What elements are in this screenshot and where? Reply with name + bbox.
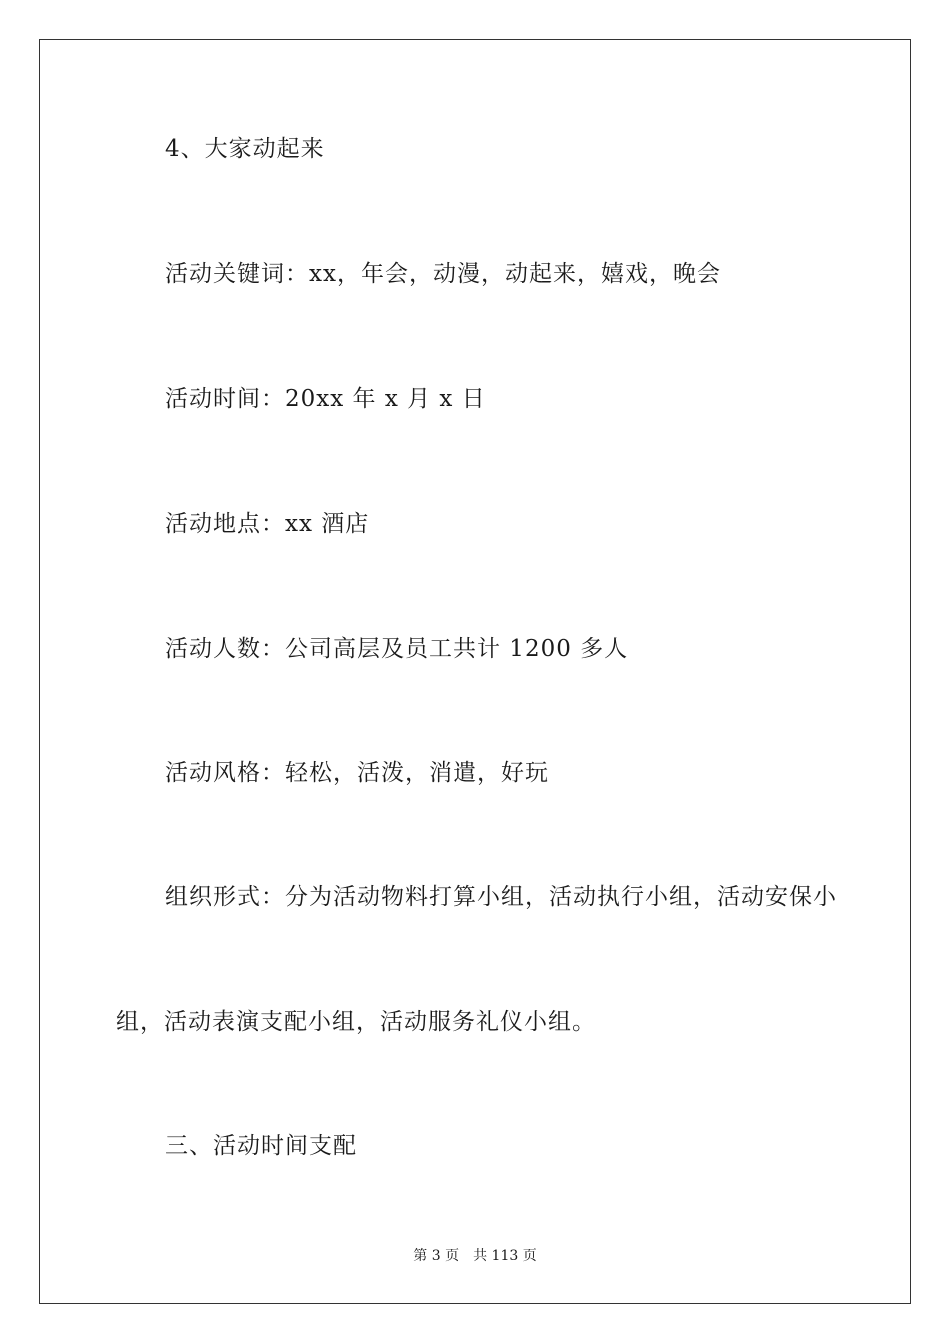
location-line: 活动地点：xx 酒店 xyxy=(165,511,370,537)
organization-line-1: 组织形式：分为活动物料打算小组，活动执行小组，活动安保小 xyxy=(165,884,837,910)
organization-line-2: 组，活动表演支配小组，活动服务礼仪小组。 xyxy=(116,1009,596,1035)
style-line: 活动风格：轻松，活泼，消遣，好玩 xyxy=(165,760,549,786)
section-heading-3: 三、活动时间支配 xyxy=(165,1133,357,1159)
keywords-line: 活动关键词：xx，年会，动漫，动起来，嬉戏，晚会 xyxy=(165,261,721,287)
attendees-line: 活动人数：公司高层及员工共计 1200 多人 xyxy=(165,636,629,662)
section-heading-4: 4、大家动起来 xyxy=(165,136,325,162)
page-number-footer: 第 3 页 共 113 页 xyxy=(413,1248,537,1264)
time-line: 活动时间：20xx 年 x 月 x 日 xyxy=(165,386,486,412)
page-frame xyxy=(39,39,911,1304)
